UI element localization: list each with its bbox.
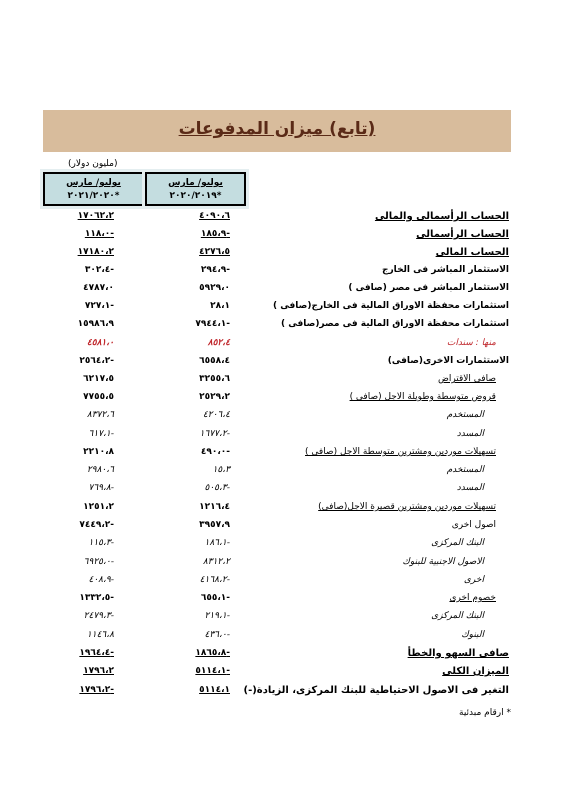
value-previous-period: ٦٥٥٨،٤ [199, 356, 230, 366]
value-current-period: ١١٤٦،٨ [86, 630, 114, 640]
value-previous-period: ٥١١٤،١ [199, 685, 230, 695]
value-current-period: ١٥٩٨٦،٩ [77, 319, 114, 329]
value-current-period: ٢٥٦٤،٢- [79, 356, 114, 366]
row-label: استثمارات محفظة الاوراق المالية فى الخارج(صافى ) [273, 301, 509, 311]
value-previous-period: ١٨٦،١- [204, 538, 230, 548]
value-current-period: ٧٢٧،١- [84, 301, 114, 311]
table-row [0, 593, 566, 611]
row-label: تسهيلات موردين ومشترين متوسطة الاجل (صافى ) [305, 447, 496, 457]
table-row [0, 229, 566, 247]
table-row [0, 410, 566, 428]
value-current-period: ١١٥،٣- [88, 538, 114, 548]
table-row [0, 575, 566, 593]
table-row [0, 648, 566, 666]
value-previous-period: ٥٩٢٩،٠ [199, 283, 230, 293]
value-current-period: ١١٨،٠- [84, 229, 114, 239]
row-label: المستخدم [446, 410, 484, 420]
value-current-period: ١٢٥١،٢ [83, 502, 114, 512]
table-row [0, 301, 566, 319]
title-banner [43, 110, 511, 152]
value-previous-period: ١٢١٦،٤ [199, 502, 230, 512]
value-current-period: ١٣٣٢،٥- [79, 593, 114, 603]
row-label: استثمارات محفظة الاوراق المالية فى مصر(صافى ) [281, 319, 509, 329]
table-row [0, 374, 566, 392]
row-label: البنك المركزى [431, 611, 484, 621]
value-current-period: ٢٢١٠،٨ [83, 447, 114, 457]
table-row [0, 465, 566, 483]
value-current-period: ٧٧٥٥،٥ [83, 392, 114, 402]
row-label: المسدد [456, 483, 484, 493]
value-previous-period: ٢٥٢٩،٢ [199, 392, 230, 402]
value-previous-period: ٢٩٤،٩- [200, 265, 230, 275]
row-label: التغير فى الاصول الاحتياطية للبنك المركزى، الزيادة(-) [243, 685, 509, 696]
value-current-period: ٤٥٨١،٠ [86, 338, 114, 348]
page-title: (تابع) ميزان المدفوعات [178, 119, 376, 139]
value-current-period: ٤٠٨،٩- [88, 575, 114, 585]
row-label: البنك المركزى [431, 538, 484, 548]
value-current-period: ٦١٧،١- [88, 429, 114, 439]
row-label: الميزان الكلى [442, 666, 509, 677]
value-current-period: ٧٤٤٩،٢- [79, 520, 114, 530]
column-header-current-period: يوليو/ مارس [66, 178, 121, 188]
value-current-period: ١٧١٨٠،٢ [77, 247, 114, 257]
value-previous-period: ٨٥٢،٤ [207, 338, 230, 348]
table-row [0, 483, 566, 501]
value-previous-period: ١٥،٣ [212, 465, 230, 475]
value-current-period: ٣٠٢،٤- [84, 265, 114, 275]
row-label: الاستثمار المباشر فى مصر (صافى ) [348, 283, 509, 293]
table-row [0, 283, 566, 301]
value-current-period: ٢٤٧٩،٣- [83, 611, 114, 621]
value-current-period: ٦٩٢٥،٠- [83, 557, 114, 567]
value-current-period: ٨٣٧٢،٦ [86, 410, 114, 420]
value-previous-period: ٤٢٧٦،٥ [199, 247, 230, 257]
table-row [0, 538, 566, 556]
table-row [0, 211, 566, 229]
value-previous-period: ١٦٧٧،٢- [199, 429, 230, 439]
value-previous-period: ٢٨،١ [210, 301, 230, 311]
value-current-period: ١٧٠٦٢،٢ [77, 211, 114, 221]
value-previous-period: ٨٣١٢،٢ [202, 557, 230, 567]
column-header-previous-period: يوليو/ مارس [168, 178, 223, 188]
unit-note: (مليون دولار) [68, 159, 118, 169]
value-previous-period: ٢١٩،١- [204, 611, 230, 621]
row-label: قروض متوسطة وطويلة الاجل (صافى ) [349, 392, 496, 402]
value-previous-period: ٤٢٠٦،٤ [202, 410, 230, 420]
row-label: اخرى [463, 575, 484, 585]
value-previous-period: ١٨٥،٩- [200, 229, 230, 239]
row-label: تسهيلات موردين ومشترين قصيرة الاجل(صافى) [318, 502, 496, 512]
row-label: الحساب الرأسمالى والمالى [374, 211, 509, 222]
column-header-current [43, 172, 144, 206]
column-header-current-year: *٢٠٢١/٢٠٢٠ [67, 191, 120, 201]
value-previous-period: ٤١٦٨،٢- [199, 575, 230, 585]
row-label: المسدد [456, 429, 484, 439]
table-row [0, 557, 566, 575]
row-label: الاصول الاجنبية للبنوك [402, 557, 484, 567]
row-label: صافى الاقتراض [437, 374, 496, 384]
value-previous-period: ٤٩٠،٠- [200, 447, 230, 457]
value-current-period: ١٩٦٤،٤- [79, 648, 114, 658]
row-label: البنوك [461, 630, 484, 640]
value-current-period: ٦٢١٧،٥ [83, 374, 114, 384]
row-label: الحساب الرأسمالى [416, 229, 509, 240]
table-row [0, 247, 566, 265]
value-current-period: ١٧٩٦،٢ [83, 666, 114, 676]
row-label: صافى السهو والخطأ [407, 648, 509, 659]
row-label: الاستثمار المباشر فى الخارج [382, 265, 509, 275]
value-previous-period: ٣٢٥٥،٦ [199, 374, 230, 384]
table-row [0, 502, 566, 520]
table-row [0, 611, 566, 629]
value-current-period: ٢٩٨٠،٦ [86, 465, 114, 475]
value-previous-period: ٤٠٩٠،٦ [199, 211, 230, 221]
value-previous-period: ٣٩٥٧،٩ [199, 520, 230, 530]
row-label: خصوم اخرى [449, 593, 496, 603]
value-current-period: ٤٧٨٧،٠ [83, 283, 114, 293]
table-row [0, 356, 566, 374]
footnote: * ارقام مبدئية [459, 708, 511, 718]
value-previous-period: ٥١١٤،١- [195, 666, 230, 676]
table-row [0, 685, 566, 703]
row-label: اصول اخرى [451, 520, 496, 530]
value-previous-period: ٤٣٦،٠- [204, 630, 230, 640]
value-previous-period: ١٨٦٥،٨- [195, 648, 230, 658]
table-row [0, 429, 566, 447]
value-previous-period: ٥٠٥،٣- [204, 483, 230, 493]
column-header-previous [145, 172, 246, 206]
table-row [0, 520, 566, 538]
value-current-period: ٧٦٩،٨- [88, 483, 114, 493]
row-label: المستخدم [446, 465, 484, 475]
row-label: الحساب المالى [435, 247, 509, 258]
table-row [0, 265, 566, 283]
table-row [0, 447, 566, 465]
table-row [0, 338, 566, 356]
table-row [0, 392, 566, 410]
value-previous-period: ٦٥٥،١- [200, 593, 230, 603]
table-row [0, 319, 566, 337]
row-label: الاستثمارات الاخرى(صافى) [387, 356, 509, 366]
value-current-period: ١٧٩٦،٢- [79, 685, 114, 695]
table-row [0, 630, 566, 648]
table-row [0, 666, 566, 684]
value-previous-period: ٧٩٤٤،١- [195, 319, 230, 329]
column-header-previous-year: *٢٠٢٠/٢٠١٩ [169, 191, 222, 201]
row-label: منها : سندات [446, 338, 496, 348]
